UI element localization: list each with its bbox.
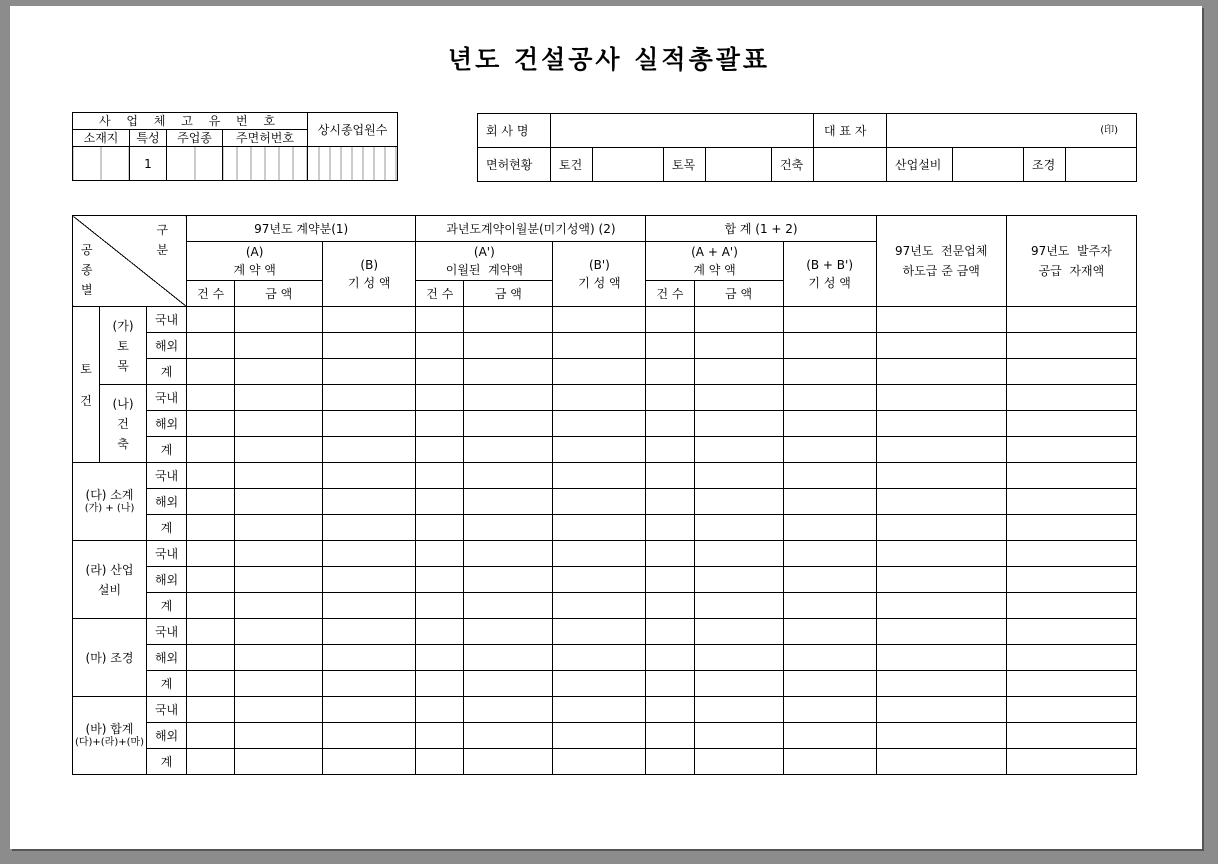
cell[interactable] [323,723,416,749]
row-overseas-label: 해외 [147,333,187,359]
cell[interactable] [783,593,876,619]
cell[interactable] [235,515,323,541]
row-overseas-label: 해외 [147,723,187,749]
cell[interactable] [187,593,235,619]
a3-contract-header: (A + A') 계 약 액 [646,242,783,281]
cell[interactable] [783,385,876,411]
cell[interactable] [323,385,416,411]
cell[interactable] [235,385,323,411]
company-name-label: 회 사 명 [478,114,551,148]
cell[interactable] [646,307,694,333]
cell[interactable] [235,437,323,463]
group-3-header: 합 계 (1 + 2) [646,216,876,242]
cell[interactable] [235,671,323,697]
main-license-header: 주면허번호 [223,130,308,147]
cell[interactable] [464,359,553,385]
row-total-label: 계 [147,359,187,385]
cell[interactable] [694,411,783,437]
cell[interactable] [416,437,464,463]
business-id-header: 사 업 체 고 유 번 호 [73,113,308,130]
row-domestic-label: 국내 [147,307,187,333]
cell[interactable] [553,619,646,645]
cell[interactable] [553,697,646,723]
cell[interactable] [646,437,694,463]
cell[interactable] [694,671,783,697]
cell[interactable] [553,333,646,359]
cell[interactable] [464,593,553,619]
cell[interactable] [694,619,783,645]
cell[interactable] [187,723,235,749]
cell[interactable] [553,437,646,463]
corner-header [73,216,187,307]
cell[interactable] [783,437,876,463]
tomok-label: (가) 토 목 [100,307,147,385]
cell[interactable] [235,333,323,359]
characteristic-header: 특성 [130,130,167,147]
cell[interactable] [1006,723,1136,749]
subcontract-header: 97년도 전문업체 하도급 준 금액 [876,216,1006,307]
cell[interactable] [187,307,235,333]
cell[interactable] [464,619,553,645]
cell[interactable] [783,567,876,593]
cell[interactable] [235,359,323,385]
cell[interactable] [235,723,323,749]
cell[interactable] [553,723,646,749]
cell[interactable] [553,359,646,385]
cell[interactable] [187,645,235,671]
location-header: 소재지 [73,130,130,147]
cell[interactable] [1006,515,1136,541]
cell[interactable] [783,697,876,723]
representative-label: 대 표 자 [814,114,887,148]
business-id-table [72,112,398,181]
subtotal-label [73,463,147,541]
cell[interactable] [464,489,553,515]
cell[interactable] [694,697,783,723]
cell[interactable] [323,645,416,671]
cell[interactable] [187,619,235,645]
cell[interactable] [187,541,235,567]
company-name-input[interactable] [551,114,814,148]
cell[interactable] [416,593,464,619]
row-overseas-label: 해외 [147,411,187,437]
cell[interactable] [235,749,323,775]
cell[interactable] [646,697,694,723]
cell[interactable] [187,697,235,723]
cell[interactable] [416,645,464,671]
cell[interactable] [464,749,553,775]
row-total-label: 계 [147,749,187,775]
cell[interactable] [235,567,323,593]
cell[interactable] [187,411,235,437]
license-geonchuk-label: 건축 [772,148,814,182]
toggun-label: 토 건 [73,307,100,463]
cell[interactable] [323,567,416,593]
cell[interactable] [464,697,553,723]
subtotal-title: (다) 소계 [85,487,134,502]
cell[interactable] [876,567,1006,593]
cell[interactable] [876,463,1006,489]
cell[interactable] [1006,541,1136,567]
main-industry-input[interactable] [167,147,223,181]
cell[interactable] [646,619,694,645]
row-domestic-label: 국내 [147,541,187,567]
cell[interactable] [646,515,694,541]
grandtotal-label [73,697,147,775]
performance-summary-table [72,215,1137,775]
amount-header: 금 액 [694,281,783,307]
cell[interactable] [694,437,783,463]
row-total-label: 계 [147,437,187,463]
cell[interactable] [464,385,553,411]
cell[interactable] [553,515,646,541]
main-license-input[interactable] [223,147,308,181]
company-info-table [477,113,1137,182]
cell[interactable] [323,359,416,385]
cell[interactable] [235,411,323,437]
count-header: 건 수 [187,281,235,307]
cell[interactable] [876,671,1006,697]
corner-top-label: 구 분 [156,223,169,257]
cell[interactable] [464,437,553,463]
cell[interactable] [876,359,1006,385]
cell[interactable] [416,385,464,411]
cell[interactable] [876,489,1006,515]
cell[interactable] [876,723,1006,749]
cell[interactable] [783,307,876,333]
cell[interactable] [553,593,646,619]
cell[interactable] [876,619,1006,645]
cell[interactable] [416,489,464,515]
staff-count-header: 상시종업원수 [308,113,398,147]
cell[interactable] [464,567,553,593]
a-contract-header: (A) 계 약 액 [187,242,323,281]
group-1-header: 97년도 계약분(1) [187,216,416,242]
cell[interactable] [876,333,1006,359]
cell[interactable] [416,619,464,645]
cell[interactable] [783,541,876,567]
cell[interactable] [694,593,783,619]
license-geonchuk-input[interactable] [814,148,887,182]
cell[interactable] [694,723,783,749]
cell[interactable] [416,567,464,593]
cell[interactable] [416,359,464,385]
cell[interactable] [876,697,1006,723]
cell[interactable] [323,463,416,489]
cell[interactable] [783,411,876,437]
cell[interactable] [416,723,464,749]
license-industrial-label: 산업설비 [887,148,953,182]
subtotal-formula: (가) + (나) [84,502,135,514]
cell[interactable] [553,671,646,697]
cell[interactable] [416,411,464,437]
cell[interactable] [416,749,464,775]
cell[interactable] [876,385,1006,411]
cell[interactable] [464,515,553,541]
cell[interactable] [694,489,783,515]
row-total-label: 계 [147,593,187,619]
cell[interactable] [323,541,416,567]
cell[interactable] [464,463,553,489]
cell[interactable] [323,697,416,723]
cell[interactable] [323,749,416,775]
cell[interactable] [1006,645,1136,671]
cell[interactable] [783,619,876,645]
cell[interactable] [876,593,1006,619]
row-domestic-label: 국내 [147,385,187,411]
cell[interactable] [187,359,235,385]
row-overseas-label: 해외 [147,489,187,515]
license-landscape-label: 조경 [1024,148,1066,182]
cell[interactable] [187,437,235,463]
cell[interactable] [876,515,1006,541]
cell[interactable] [235,619,323,645]
cell[interactable] [553,567,646,593]
cell[interactable] [694,359,783,385]
cell[interactable] [187,333,235,359]
cell[interactable] [323,307,416,333]
cell[interactable] [323,411,416,437]
cell[interactable] [416,463,464,489]
cell[interactable] [323,333,416,359]
cell[interactable] [1006,593,1136,619]
cell[interactable] [553,411,646,437]
cell[interactable] [783,515,876,541]
cell[interactable] [553,645,646,671]
cell[interactable] [646,333,694,359]
cell[interactable] [187,463,235,489]
cell[interactable] [464,333,553,359]
cell[interactable] [464,307,553,333]
location-input[interactable] [73,147,130,181]
cell[interactable] [553,489,646,515]
cell[interactable] [1006,385,1136,411]
cell[interactable] [646,593,694,619]
cell[interactable] [783,463,876,489]
cell[interactable] [783,723,876,749]
cell[interactable] [694,749,783,775]
cell[interactable] [876,749,1006,775]
cell[interactable] [783,359,876,385]
cell[interactable] [783,671,876,697]
license-toggun-input[interactable] [593,148,664,182]
row-domestic-label: 국내 [147,463,187,489]
row-total-label: 계 [147,515,187,541]
cell[interactable] [323,515,416,541]
row-overseas-label: 해외 [147,567,187,593]
cell[interactable] [1006,411,1136,437]
cell[interactable] [464,723,553,749]
cell[interactable] [694,567,783,593]
cell[interactable] [694,307,783,333]
cell[interactable] [1006,749,1136,775]
cell[interactable] [694,385,783,411]
cell[interactable] [464,541,553,567]
cell[interactable] [876,541,1006,567]
grandtotal-title: (바) 합계 [85,721,134,736]
geonchuk-label: (나) 건 축 [100,385,147,463]
seal-mark: (印) [887,114,1137,148]
b3-progress-header: (B + B') 기 성 액 [783,242,876,307]
cell[interactable] [187,749,235,775]
license-industrial-input[interactable] [953,148,1024,182]
cell[interactable] [876,645,1006,671]
license-landscape-input[interactable] [1066,148,1137,182]
row-domestic-label: 국내 [147,619,187,645]
cell[interactable] [694,463,783,489]
cell[interactable] [876,437,1006,463]
cell[interactable] [876,411,1006,437]
cell[interactable] [235,697,323,723]
cell[interactable] [1006,307,1136,333]
cell[interactable] [646,359,694,385]
staff-count-input[interactable] [308,147,398,181]
license-tomok-label: 토목 [664,148,706,182]
cell[interactable] [783,489,876,515]
cell[interactable] [464,645,553,671]
cell[interactable] [646,385,694,411]
cell[interactable] [783,749,876,775]
license-toggun-label: 토건 [551,148,593,182]
cell[interactable] [416,697,464,723]
cell[interactable] [1006,359,1136,385]
cell[interactable] [1006,697,1136,723]
cell[interactable] [416,333,464,359]
cell[interactable] [646,671,694,697]
characteristic-input[interactable]: 1 [130,147,167,181]
cell[interactable] [646,749,694,775]
amount-header: 금 액 [464,281,553,307]
page-title: 년도 건설공사 실적총괄표 [447,45,771,74]
grandtotal-formula: (다)+(라)+(마) [74,736,145,748]
cell[interactable] [1006,437,1136,463]
count-header: 건 수 [646,281,694,307]
cell[interactable] [416,307,464,333]
landscape-label: (마) 조경 [73,619,147,697]
cell[interactable] [783,333,876,359]
row-total-label: 계 [147,671,187,697]
cell[interactable] [694,515,783,541]
cell[interactable] [416,671,464,697]
cell[interactable] [323,593,416,619]
main-industry-header: 주업종 [167,130,223,147]
a2-contract-header: (A') 이월된 계약액 [416,242,553,281]
cell[interactable] [187,515,235,541]
cell[interactable] [646,723,694,749]
cell[interactable] [646,541,694,567]
row-overseas-label: 해외 [147,645,187,671]
cell[interactable] [646,567,694,593]
cell[interactable] [416,541,464,567]
row-domestic-label: 국내 [147,697,187,723]
cell[interactable] [235,307,323,333]
cell[interactable] [694,541,783,567]
cell[interactable] [464,671,553,697]
b-progress-header: (B) 기 성 액 [323,242,416,307]
cell[interactable] [553,385,646,411]
cell[interactable] [876,307,1006,333]
license-status-label: 면허현황 [478,148,551,182]
cell[interactable] [416,515,464,541]
material-header: 97년도 발주자 공급 자재액 [1006,216,1136,307]
cell[interactable] [323,489,416,515]
cell[interactable] [1006,567,1136,593]
cell[interactable] [553,463,646,489]
cell[interactable] [646,489,694,515]
cell[interactable] [646,645,694,671]
b2-progress-header: (B') 기 성 액 [553,242,646,307]
cell[interactable] [783,645,876,671]
cell[interactable] [694,333,783,359]
cell[interactable] [646,411,694,437]
cell[interactable] [235,645,323,671]
cell[interactable] [235,593,323,619]
cell[interactable] [464,411,553,437]
cell[interactable] [1006,671,1136,697]
cell[interactable] [187,489,235,515]
industrial-label: (라) 산업 설비 [73,541,147,619]
cell[interactable] [1006,619,1136,645]
cell[interactable] [187,567,235,593]
cell[interactable] [235,489,323,515]
cell[interactable] [187,385,235,411]
group-2-header: 과년도계약이월분(미기성액) (2) [416,216,646,242]
cell[interactable] [1006,463,1136,489]
amount-header: 금 액 [235,281,323,307]
count-header: 건 수 [416,281,464,307]
cell[interactable] [553,541,646,567]
corner-bottom-label: 공 종 별 [81,243,93,297]
cell[interactable] [235,541,323,567]
cell[interactable] [646,463,694,489]
cell[interactable] [553,307,646,333]
license-tomok-input[interactable] [706,148,772,182]
cell[interactable] [1006,333,1136,359]
cell[interactable] [1006,489,1136,515]
cell[interactable] [323,619,416,645]
cell[interactable] [235,463,323,489]
cell[interactable] [187,671,235,697]
cell[interactable] [323,437,416,463]
cell[interactable] [323,671,416,697]
cell[interactable] [694,645,783,671]
cell[interactable] [553,749,646,775]
